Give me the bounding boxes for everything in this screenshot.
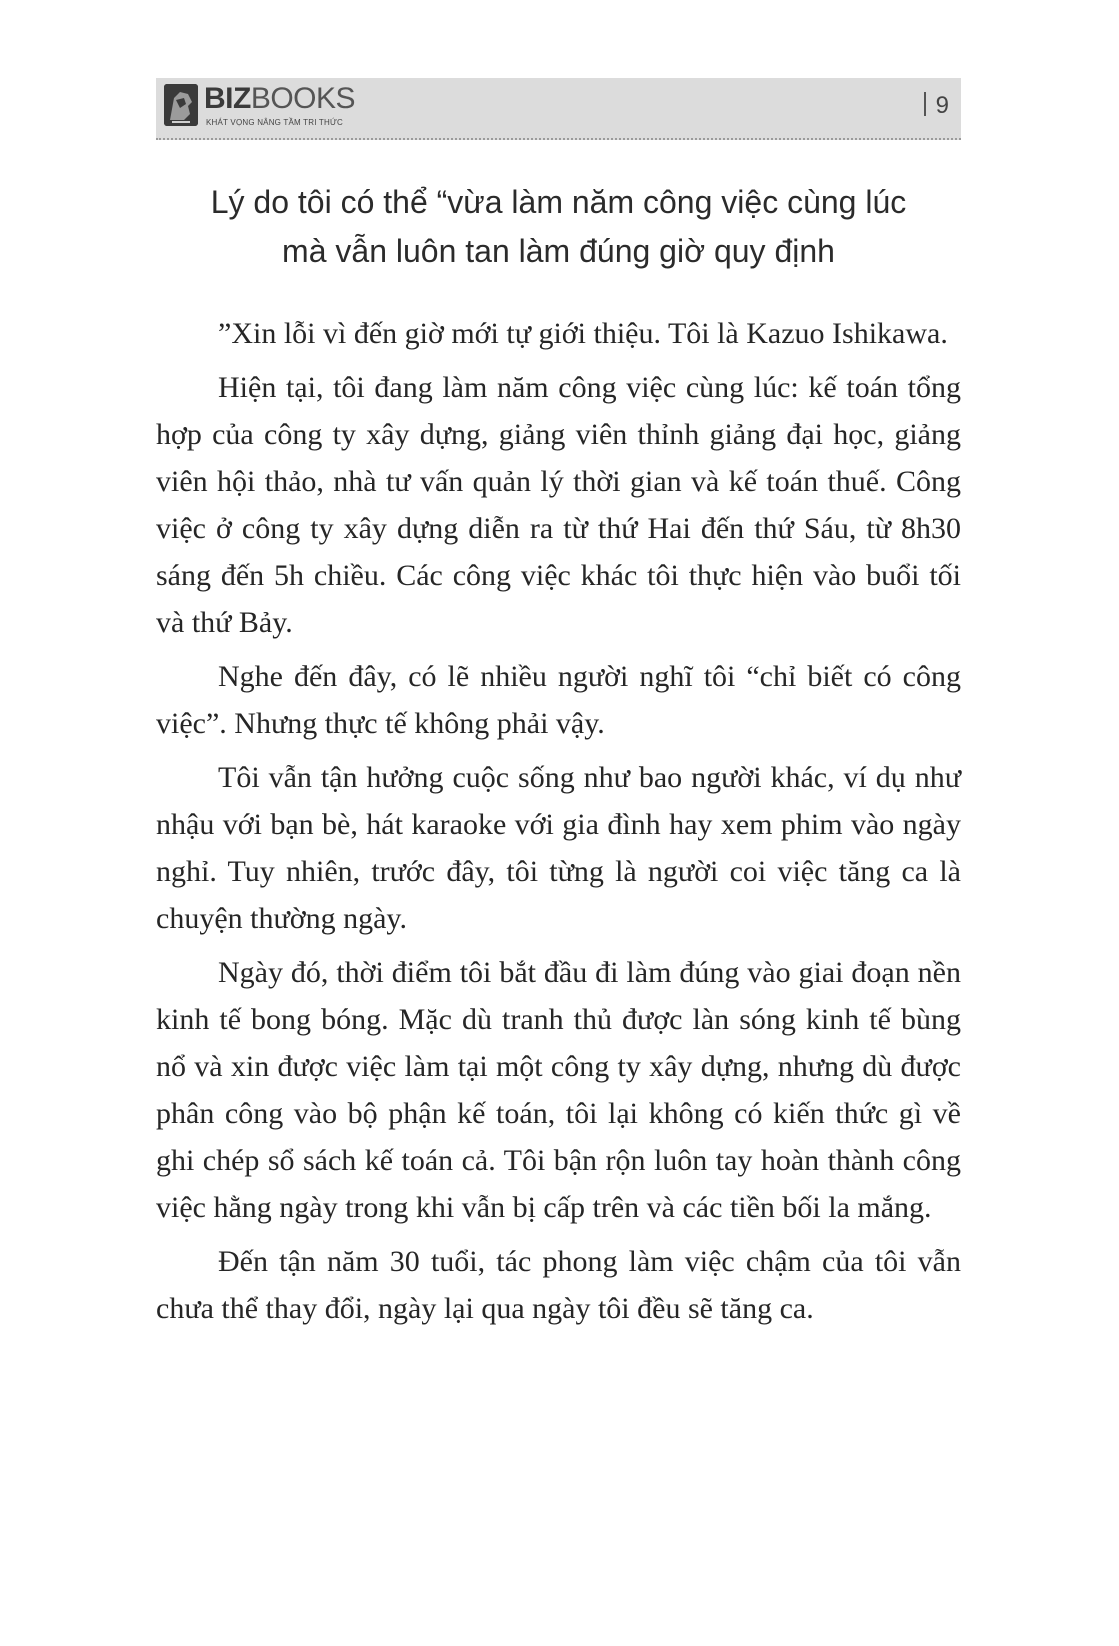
paragraph: Đến tận năm 30 tuổi, tác phong làm việc chậm của tôi vẫn chưa thể thay đổi, ngày lại qua ngày tôi đều sẽ tăng ca.: [156, 1245, 961, 1325]
paragraph: ”Xin lỗi vì đến giờ mới tự giới thiệu. Tôi là Kazuo Ishikawa.: [218, 317, 948, 350]
paragraph: Nghe đến đây, có lẽ nhiều người nghĩ tôi “chỉ biết có công việc”. Nhưng thực tế không phải vậy.: [156, 660, 961, 740]
paragraph: Tôi vẫn tận hưởng cuộc sống như bao người khác, ví dụ như nhậu với bạn bè, hát karaoke với gia đình hay xem phim vào ngày nghỉ. Tuy nhiên, trước đây, tôi từng là người coi việc tăng ca là chuyện thường ngày.: [156, 761, 961, 935]
chapter-title-line-2: mà vẫn luôn tan làm đúng giờ quy định: [282, 233, 835, 269]
paragraph: Hiện tại, tôi đang làm năm công việc cùng lúc: kế toán tổng hợp của công ty xây dựng, giảng viên thỉnh giảng đại học, giảng viên hội thảo, nhà tư vấn quản lý thời gian và kế toán thuế. Công việc ở công ty xây dựng diễn ra từ thứ Hai đến thứ Sáu, từ 8h30 sáng đến 5h chiều. Các công việc khác tôi thực hiện vào buổi tối và thứ Bảy.: [156, 371, 961, 639]
brand-name: [204, 82, 355, 116]
brand-name-bold: BIZ: [204, 82, 251, 115]
chapter-title-line-1: Lý do tôi có thể “vừa làm năm công việc cùng lúc: [210, 184, 907, 220]
body-text: [156, 310, 961, 1339]
bizbooks-logo-icon: [164, 84, 198, 126]
page-number: 9: [935, 92, 949, 119]
page-number-divider: [924, 92, 926, 116]
running-header: [156, 78, 961, 140]
page-number-block: [924, 92, 949, 120]
chapter-title: [156, 178, 961, 276]
paragraph: Ngày đó, thời điểm tôi bắt đầu đi làm đúng vào giai đoạn nền kinh tế bong bóng. Mặc dù tranh thủ được làn sóng kinh tế bùng nổ và xin được việc làm tại một công ty xây dựng, nhưng dù được phân công vào bộ phận kế toán, tôi lại không có kiến thức gì về ghi chép sổ sách kế toán cả. Tôi bận rộn luôn tay hoàn thành công việc hằng ngày trong khi vẫn bị cấp trên và các tiền bối la mắng.: [156, 956, 961, 1224]
brand-slogan: KHÁT VỌNG NÂNG TẦM TRI THỨC: [206, 118, 343, 127]
brand-name-light: BOOKS: [250, 82, 356, 115]
